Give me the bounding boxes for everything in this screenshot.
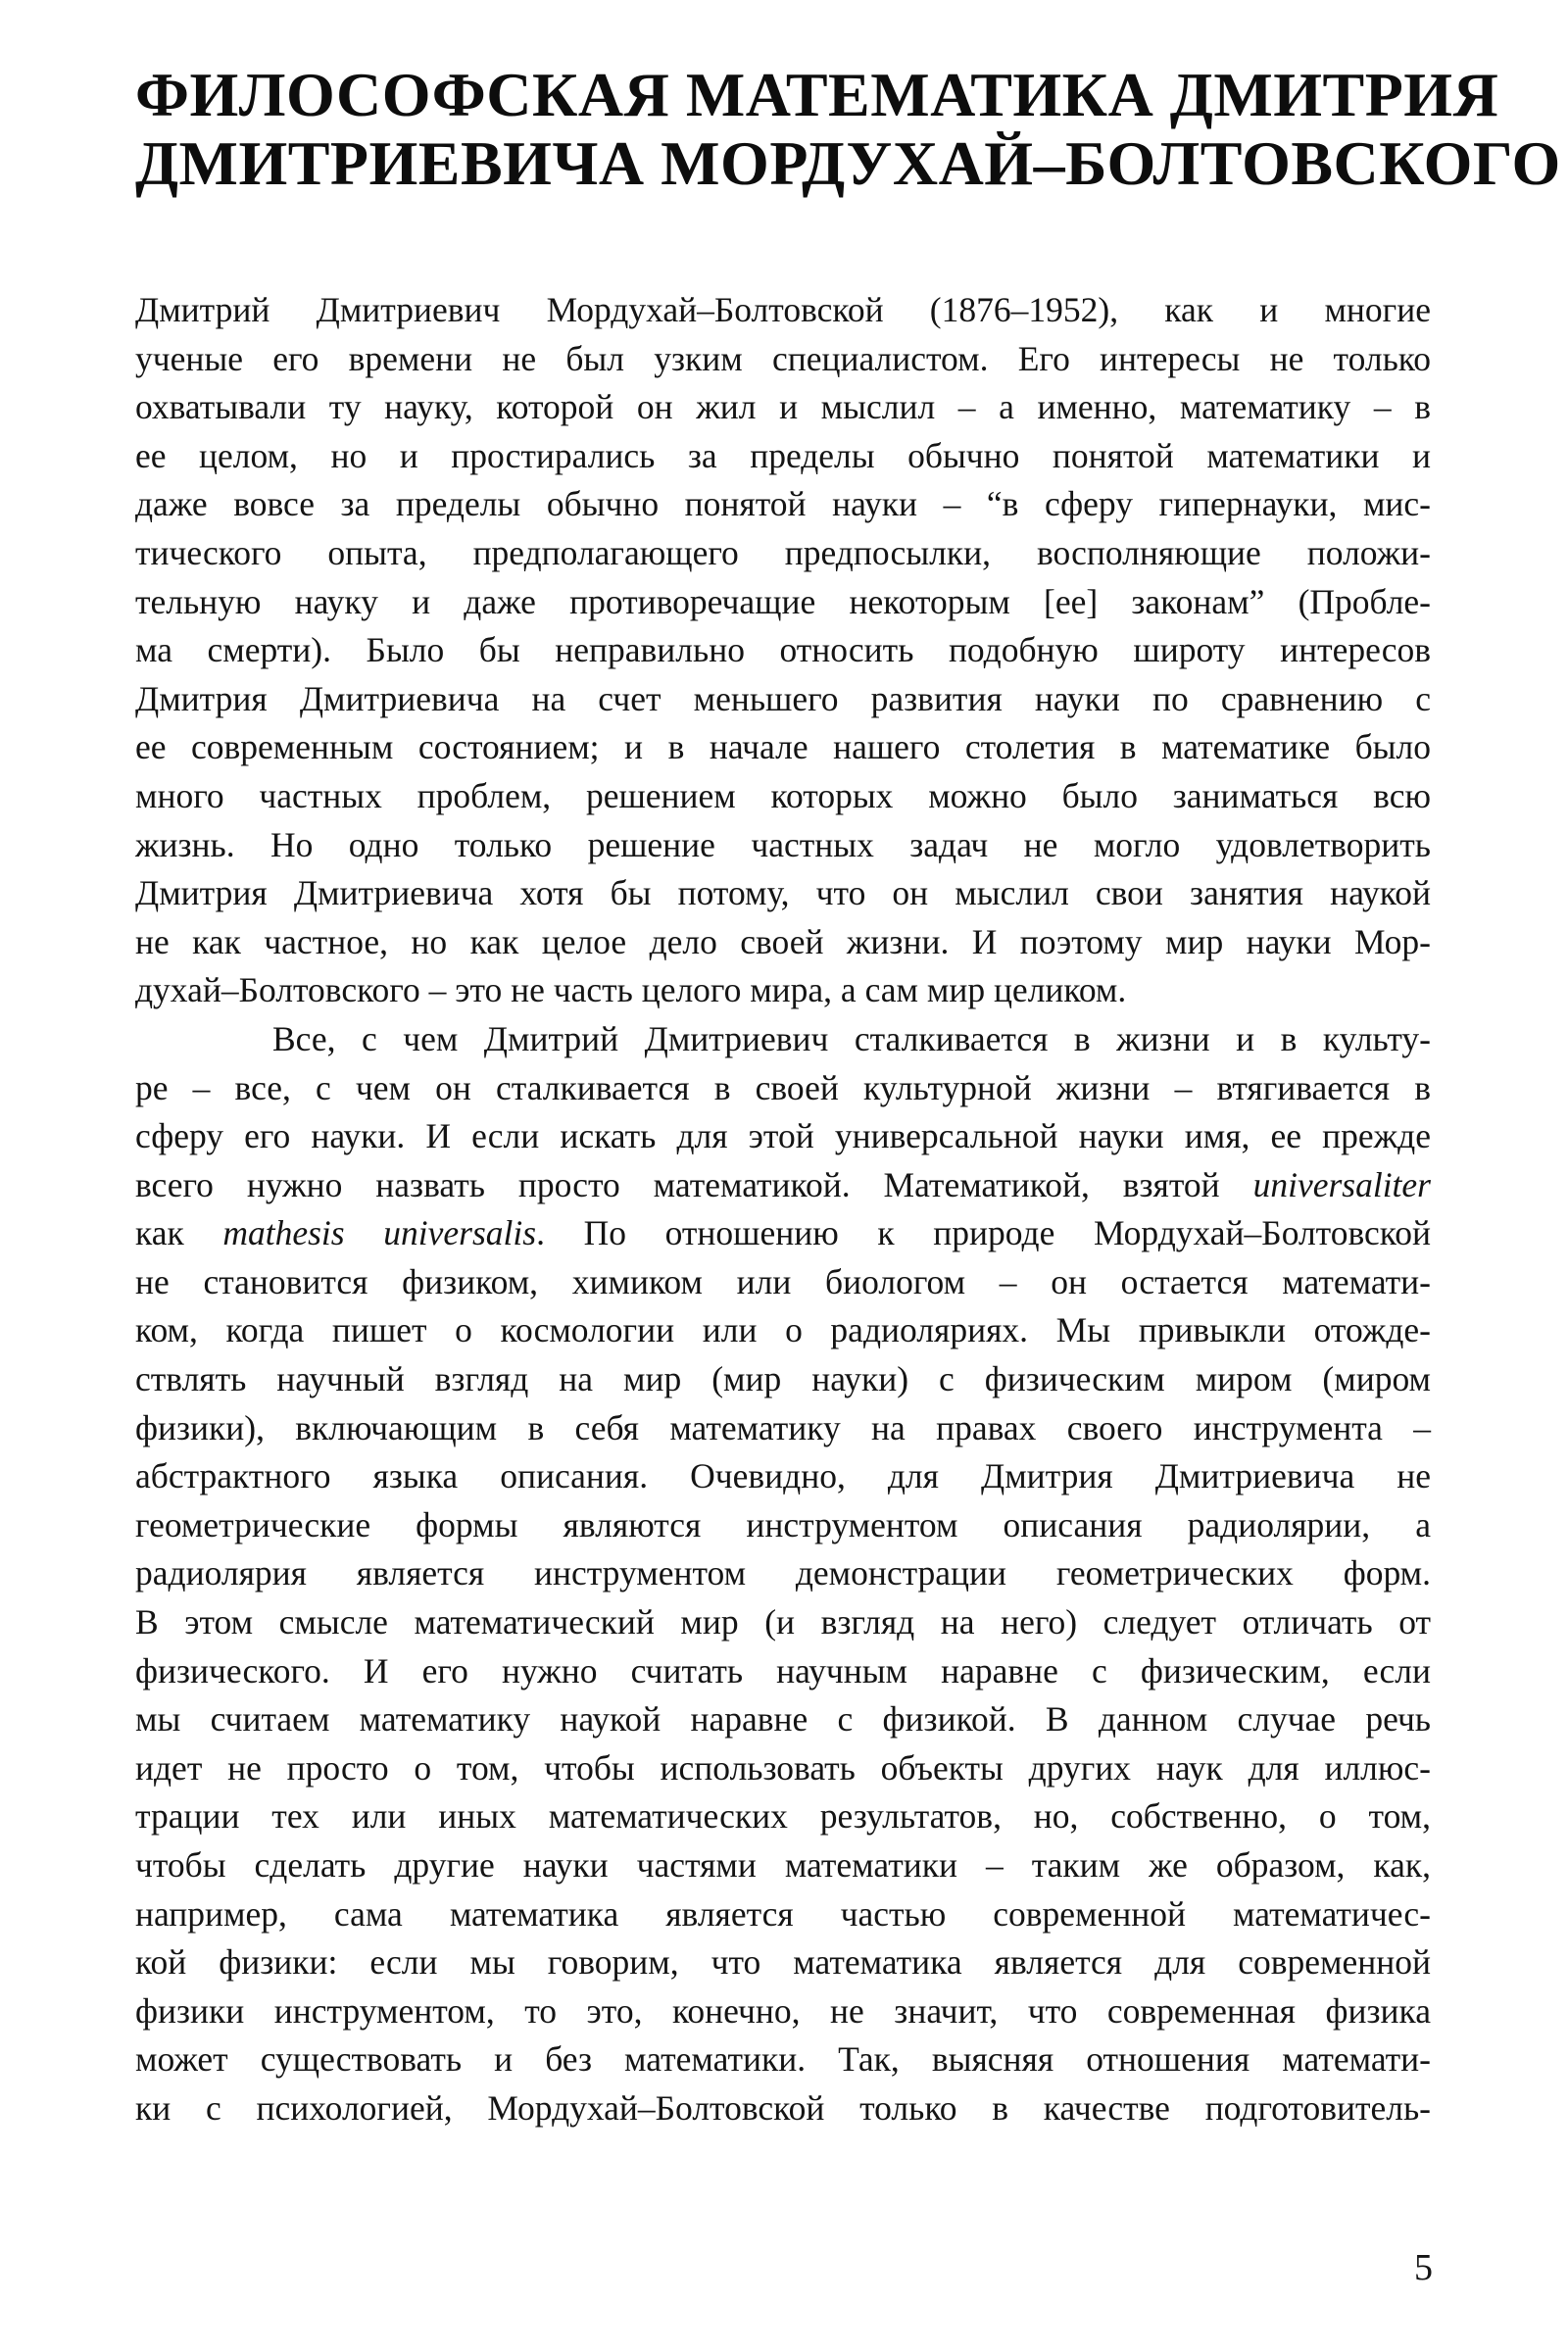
text-line: кой физики: если мы говорим, что математика является для современной [135,1942,1431,1983]
text-line: трации тех или иных математических результатов, но, собственно, о том, [135,1796,1431,1837]
body-text [135,286,1431,2133]
text-line: сферу его науки. И если искать для этой универсальной науки имя, ее прежде [135,1116,1431,1156]
text-line: Дмитрий Дмитриевич Мордухай–Болтовской (1876–1952), как и многие [135,290,1431,329]
latin-term: universaliter [1252,1164,1431,1204]
chapter-title [135,60,1561,198]
chapter-title-line-1: ФИЛОСОФСКАЯ МАТЕМАТИКА ДМИТРИЯ [135,60,1499,129]
text-line: физического. И его нужно считать научным наравне с физическим, если [135,1650,1431,1690]
text-line: физики инструментом, то это, конечно, не значит, что современная физика [135,1990,1431,2031]
text-line: ученые его времени не был узким специалистом. Его интересы не только [135,338,1431,378]
text-run: . По отношению к природе Мордухай–Болтовской [536,1213,1431,1253]
text-line: физики), включающим в себя математику на правах своего инструмента – [135,1407,1431,1447]
text-line: не как частное, но как целое дело своей жизни. И поэтому мир науки Мор- [135,921,1431,961]
text-line: ком, когда пишет о космологии или о радиоляриях. Мы привыкли отожде- [135,1310,1431,1350]
text-line: Все, с чем Дмитрий Дмитриевич сталкивается в жизни и в культу- [272,1018,1431,1058]
text-line: ре – все, с чем он сталкивается в своей культурной жизни – втягивается в [135,1067,1431,1107]
text-line: ки с психологией, Мордухай–Болтовской только в качестве подготовитель- [135,2087,1431,2128]
text-line: Дмитрия Дмитриевича хотя бы потому, что он мыслил свои занятия наукой [135,873,1431,913]
text-line: духай–Болтовского – это не часть целого мира, а сам мир целиком. [135,970,1127,1010]
text-line: тельную науку и даже противоречащие некоторым [ее] законам” (Пробле- [135,581,1431,621]
text-line: В этом смысле математический мир (и взгляд на него) следует отличать от [135,1602,1431,1642]
text-line: жизнь. Но одно только решение частных задач не могло удовлетворить [135,824,1431,864]
text-line: ее современным состоянием; и в начале нашего столетия в математике было [135,727,1431,767]
text-line: много частных проблем, решением которых можно было заниматься всю [135,775,1431,815]
text-line: чтобы сделать другие науки частями математики – таким же образом, как, [135,1845,1431,1885]
text-line: например, сама математика является частью современной математичес- [135,1893,1431,1934]
text-line: ствлять научный взгляд на мир (мир науки) с физическим миром (миром [135,1359,1431,1399]
text-line: мы считаем математику наукой наравне с физикой. В данном случае речь [135,1699,1431,1740]
text-line: радиолярия является инструментом демонстрации геометрических форм. [135,1553,1431,1593]
text-line [135,1209,1431,1258]
text-line: охватывали ту науку, которой он жил и мыслил – а именно, математику – в [135,387,1431,427]
text-run: всего нужно назвать просто математикой. Математикой, взятой [135,1164,1253,1204]
text-line: даже вовсе за пределы обычно понятой науки – “в сферу гипернауки, мис- [135,484,1431,524]
text-line: тического опыта, предполагающего предпосылки, восполняющие положи- [135,532,1431,572]
text-line: абстрактного языка описания. Очевидно, для Дмитрия Дмитриевича не [135,1456,1431,1496]
text-line: ее целом, но и простирались за пределы обычно понятой математики и [135,435,1431,475]
paragraph-1 [135,286,1431,1015]
text-line: может существовать и без математики. Так, выясняя отношения математи- [135,2039,1431,2080]
text-line: геометрические формы являются инструментом описания радиолярии, а [135,1504,1431,1544]
chapter-title-line-2: ДМИТРИЕВИЧА МОРДУХАЙ–БОЛТОВСКОГО [135,128,1561,198]
page-number: 5 [1414,2247,1433,2288]
text-line [135,1161,1431,1210]
text-line: Дмитрия Дмитриевича на счет меньшего развития науки по сравнению с [135,678,1431,718]
paragraph-2 [135,1015,1431,2133]
text-run: как [135,1213,223,1253]
text-line: не становится физиком, химиком или биологом – он остается математи- [135,1261,1431,1301]
text-line: идет не просто о том, чтобы использовать объекты других наук для иллюс- [135,1747,1431,1788]
text-line: ма смерти). Было бы неправильно относить подобную широту интересов [135,630,1431,670]
latin-term: mathesis universalis [222,1213,537,1253]
